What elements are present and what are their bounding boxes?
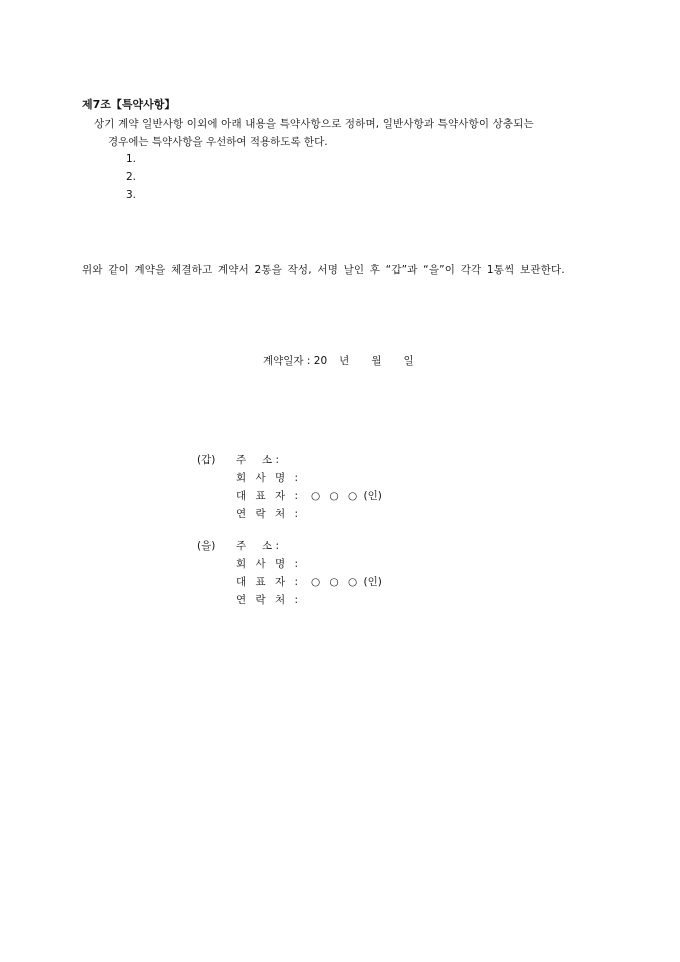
year-unit: 년 [339, 355, 350, 367]
contract-date [263, 353, 414, 368]
representative-label: 대 표 자 : [236, 490, 301, 502]
month-unit: 월 [371, 355, 382, 367]
representative-name: ○ ○ ○ [311, 490, 361, 502]
seal-mark: (인) [363, 576, 382, 588]
contact-label: 연 락 처 : [236, 594, 301, 606]
special-term-item-3: 3. [126, 189, 137, 201]
representative-name: ○ ○ ○ [311, 576, 361, 588]
special-term-item-2: 2. [126, 171, 137, 183]
address-label: 주 소 : [236, 540, 280, 552]
closing-statement: 위와 같이 계약을 체결하고 계약서 2통을 작성, 서명 날인 후 “갑”과 “을”이 각각 1통씩 보관한다. [82, 264, 565, 276]
special-term-item-1: 1. [126, 153, 137, 165]
address-label: 주 소 : [236, 454, 280, 466]
party-tag: (갑) [197, 454, 216, 466]
contract-date-label: 계약일자 : 20 [263, 355, 328, 367]
company-name-label: 회 사 명 : [236, 472, 301, 484]
representative-signature [311, 574, 382, 589]
contact-label: 연 락 처 : [236, 508, 301, 520]
article-title: 제7조【특약사항】 [82, 98, 176, 111]
article-body-line-2: 경우에는 특약사항을 우선하여 적용하도록 한다. [108, 136, 328, 148]
party-tag: (을) [197, 540, 216, 552]
day-unit: 일 [403, 355, 414, 367]
seal-mark: (인) [363, 490, 382, 502]
representative-label: 대 표 자 : [236, 576, 301, 588]
company-name-label: 회 사 명 : [236, 558, 301, 570]
article-body-line-1: 상기 계약 일반사항 이외에 아래 내용을 특약사항으로 정하며, 일반사항과 특약사항이 상충되는 [94, 118, 534, 130]
representative-signature [311, 488, 382, 503]
